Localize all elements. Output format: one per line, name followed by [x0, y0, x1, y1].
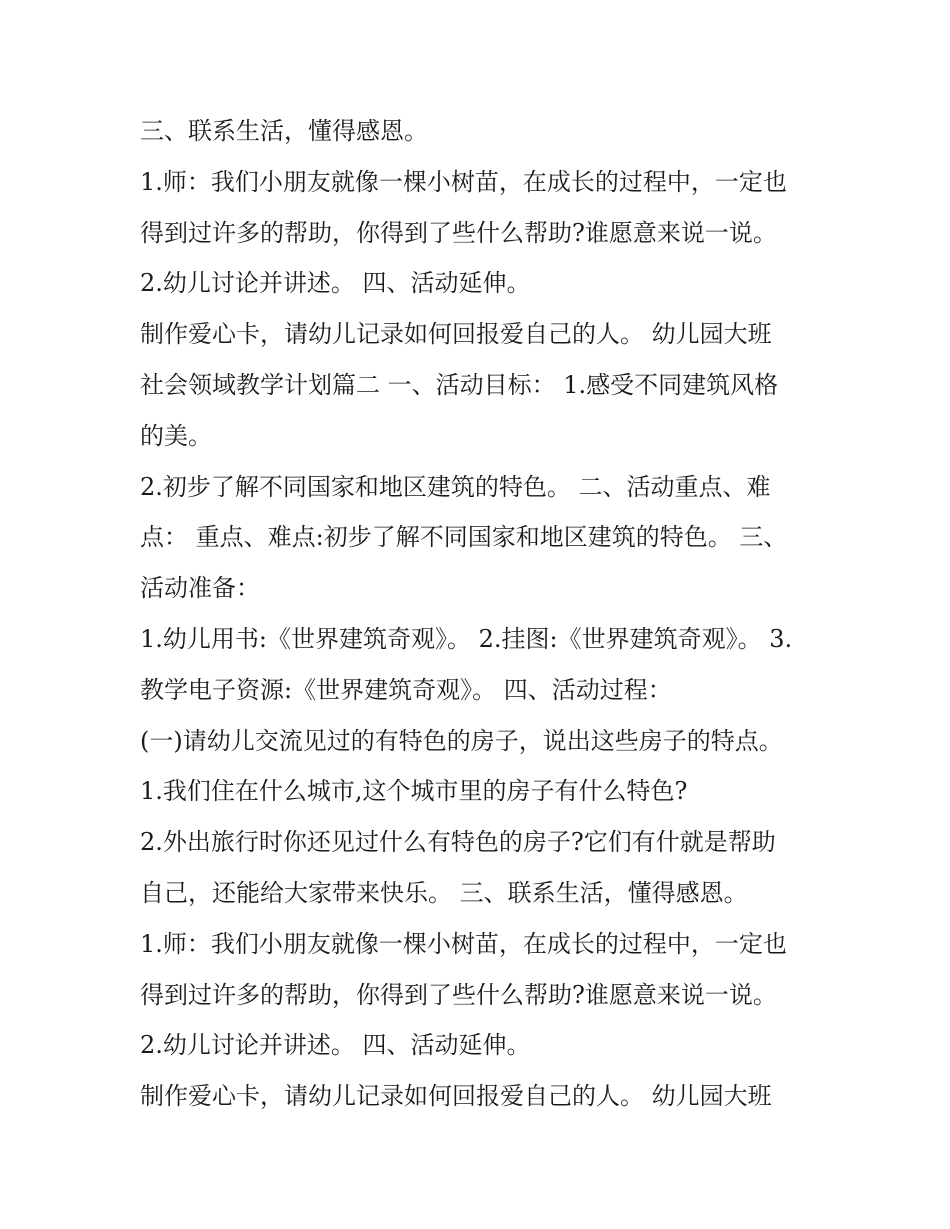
text-line-3: 得到过许多的帮助，你得到了些什么帮助?谁愿意来说一说。	[140, 218, 777, 247]
text-line-14: 1.我们住在什么城市,这个城市里的房子有什么特色?	[140, 777, 688, 806]
text-line-5: 制作爱心卡，请幼儿记录如何回报爱自己的人。 幼儿园大班	[140, 320, 772, 349]
document-body	[140, 106, 830, 1122]
text-line-20: 制作爱心卡，请幼儿记录如何回报爱自己的人。 幼儿园大班	[140, 1082, 772, 1111]
text-line-8: 2.初步了解不同国家和地区建筑的特色。 二、活动重点、难	[140, 472, 771, 501]
text-line-4: 2.幼儿讨论并讲述。 四、活动延伸。	[140, 269, 531, 298]
text-line-11: 1.幼儿用书:《世界建筑奇观》。 2.挂图:《世界建筑奇观》。 3.	[140, 624, 793, 653]
text-line-16: 自己，还能给大家带来快乐。 三、联系生活，懂得感恩。	[140, 878, 748, 907]
text-line-6: 社会领域教学计划篇二 一、活动目标： 1.感受不同建筑风格	[140, 370, 779, 399]
text-line-19: 2.幼儿讨论并讲述。 四、活动延伸。	[140, 1031, 531, 1060]
text-line-1: 三、联系生活，懂得感恩。	[140, 117, 428, 145]
text-line-9: 点： 重点、难点:初步了解不同国家和地区建筑的特色。 三、	[140, 523, 788, 552]
text-line-13: (一)请幼儿交流见过的有特色的房子，说出这些房子的特点。	[140, 726, 783, 755]
text-line-18: 得到过许多的帮助，你得到了些什么帮助?谁愿意来说一说。	[140, 980, 777, 1009]
text-line-2: 1.师：我们小朋友就像一棵小树苗，在成长的过程中，一定也	[140, 167, 787, 196]
text-line-10: 活动准备：	[140, 574, 260, 603]
text-line-17: 1.师：我们小朋友就像一棵小树苗，在成长的过程中，一定也	[140, 929, 787, 958]
text-line-15: 2.外出旅行时你还见过什么有特色的房子?它们有什就是帮助	[140, 828, 776, 857]
text-line-7: 的美。	[140, 421, 212, 450]
text-line-12: 教学电子资源:《世界建筑奇观》。 四、活动过程：	[140, 675, 672, 704]
